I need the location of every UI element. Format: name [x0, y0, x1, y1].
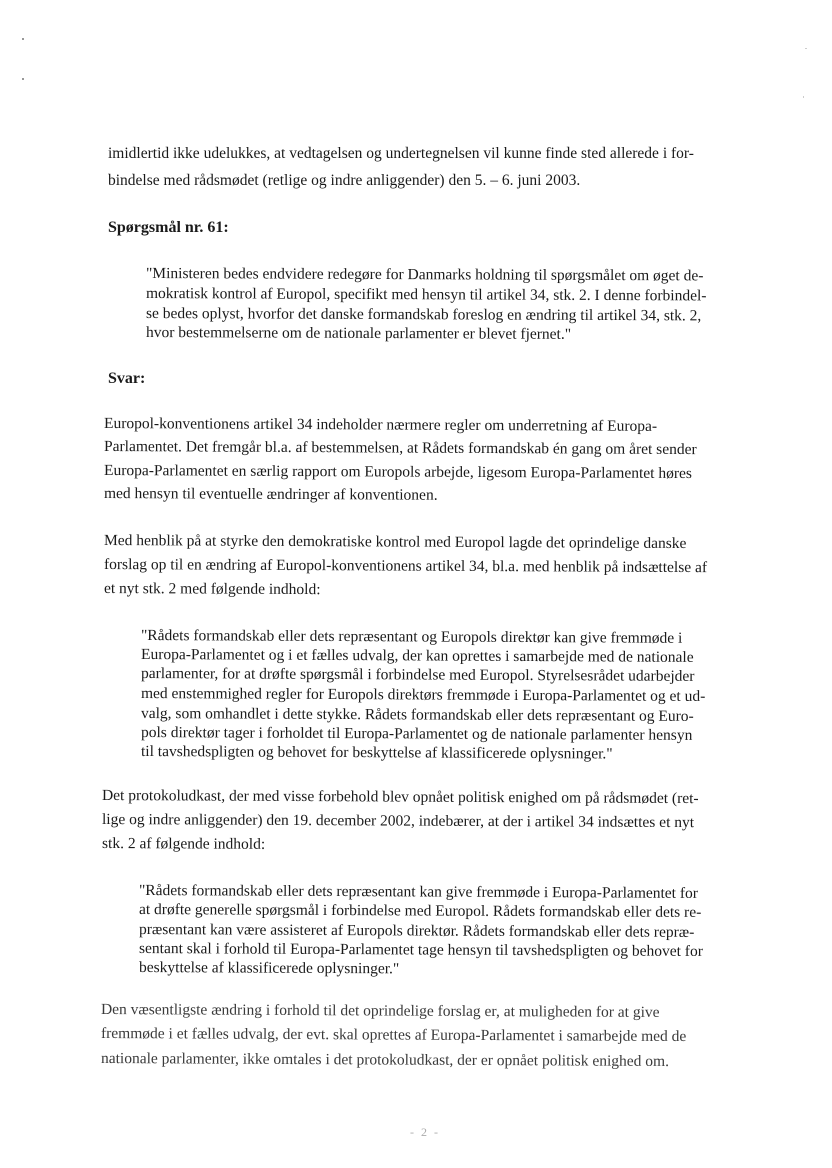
answer-heading: Svar: — [108, 370, 146, 387]
scan-speck — [805, 48, 807, 49]
page-number: - 2 - — [410, 1125, 440, 1139]
text-line: præsentant kan være assisteret af Europols direktør. Rådets formandskab eller dets repræ- — [138, 921, 695, 941]
question-heading: Spørgsmål nr. 61: — [108, 219, 229, 236]
text-line: valg, som omhandlet i dette stykke. Rådets formandskab eller dets repræsentant og Euro- — [140, 705, 694, 725]
text-line: Det protokoludkast, der med visse forbehold blev opnået politisk enighed om på rådsmødet (ret- — [101, 787, 699, 808]
text-line: at drøfte generelle spørgsmål i forbindelse med Europol. Rådets formandskab eller dets re- — [138, 901, 702, 921]
text-line: fremmøde i et fælles udvalg, der evt. skal oprettes af Europa-Parlamentet i samarbejde med de — [100, 1025, 687, 1046]
text-line: mokratisk kontrol af Europol, specifikt med hensyn til artikel 34, stk. 2. I denne forbindel- — [145, 285, 707, 305]
text-line: til tavshedspligten og behovet for beskyttelse af klassificerede oplysninger." — [140, 743, 613, 763]
scan-speck — [22, 38, 24, 40]
text-line: "Ministeren bedes endvidere redegøre for Danmarks holdning til spørgsmålet om øget de- — [145, 265, 704, 285]
text-line: forslag op til en ændring af Europol-konventionens artikel 34, bl.a. med henblik på indsættelse af — [103, 556, 708, 577]
text-line: se bedes oplyst, hvorfor det danske formandskab foreslog en ændring til artikel 34, stk. 2, — [145, 305, 702, 325]
text-line: lige og indre anliggender) den 19. december 2002, indebærer, at der i artikel 34 indsættes et nyt — [101, 811, 695, 832]
text-line: "Rådets formandskab eller dets repræsentant kan give fremmøde i Europa-Parlamentet for — [138, 882, 699, 902]
text-line: hvor bestemmelserne om de nationale parlamenter er blevet fjernet." — [145, 324, 572, 343]
text-line: imidlertid ikke udelukkes, at vedtagelsen og undertegnelsen vil kunne finde sted allerede i for- — [108, 145, 694, 162]
text-line: Den væsentligste ændring i forhold til det oprindelige forslag er, at muligheden for at give — [100, 1001, 660, 1021]
scan-speck — [22, 78, 24, 80]
text-line: Europa-Parlamentet en særlig rapport om Europols arbejde, ligesom Europa-Parlamentet høres — [103, 462, 693, 483]
text-line: Europol-konventionens artikel 34 indeholder nærmere regler om underretning af Europa- — [103, 415, 658, 435]
text-line: med hensyn til eventuelle ændringer af konventionen. — [103, 485, 438, 504]
text-line: sentant skal i forhold til Europa-Parlamentet tage hensyn til tavshedspligten og behovet for — [138, 940, 703, 960]
text-line: et nyt stk. 2 med følgende indhold: — [103, 580, 321, 599]
text-line: stk. 2 af følgende indhold: — [101, 835, 266, 853]
text-line: med enstemmighed regler for Europols direktørs fremmøde i Europa-Parlamentet og et ud- — [140, 685, 706, 705]
text-line: pols direktør tager i forholdet til Europa-Parlamentet og de nationale parlamenter hensyn — [140, 724, 693, 744]
text-line: Parlamentet. Det fremgår bl.a. af bestemmelsen, at Rådets formandskab én gang om året sender — [103, 438, 697, 459]
text-line: parlamenter, for at drøfte spørgsmål i forbindelse med Europol. Styrelsesrådet udarbejder — [140, 665, 695, 685]
text-line: Europa-Parlamentet og i et fælles udvalg, der kan oprettes i samarbejde med de nationale — [140, 646, 694, 666]
text-line: bindelse med rådsmødet (retlige og indre anliggender) den 5. – 6. juni 2003. — [108, 172, 581, 189]
text-line: nationale parlamenter, ikke omtales i det protokoludkast, der er opnået politisk enighed om. — [100, 1050, 670, 1070]
text-line: Med henblik på at styrke den demokratiske kontrol med Europol lagde det oprindelige danske — [103, 532, 687, 553]
text-line: "Rådets formandskab eller dets repræsentant og Europols direktør kan give fremmøde i — [140, 627, 683, 647]
text-line: beskyttelse af klassificerede oplysninger." — [138, 959, 400, 978]
scan-speck — [803, 96, 804, 98]
